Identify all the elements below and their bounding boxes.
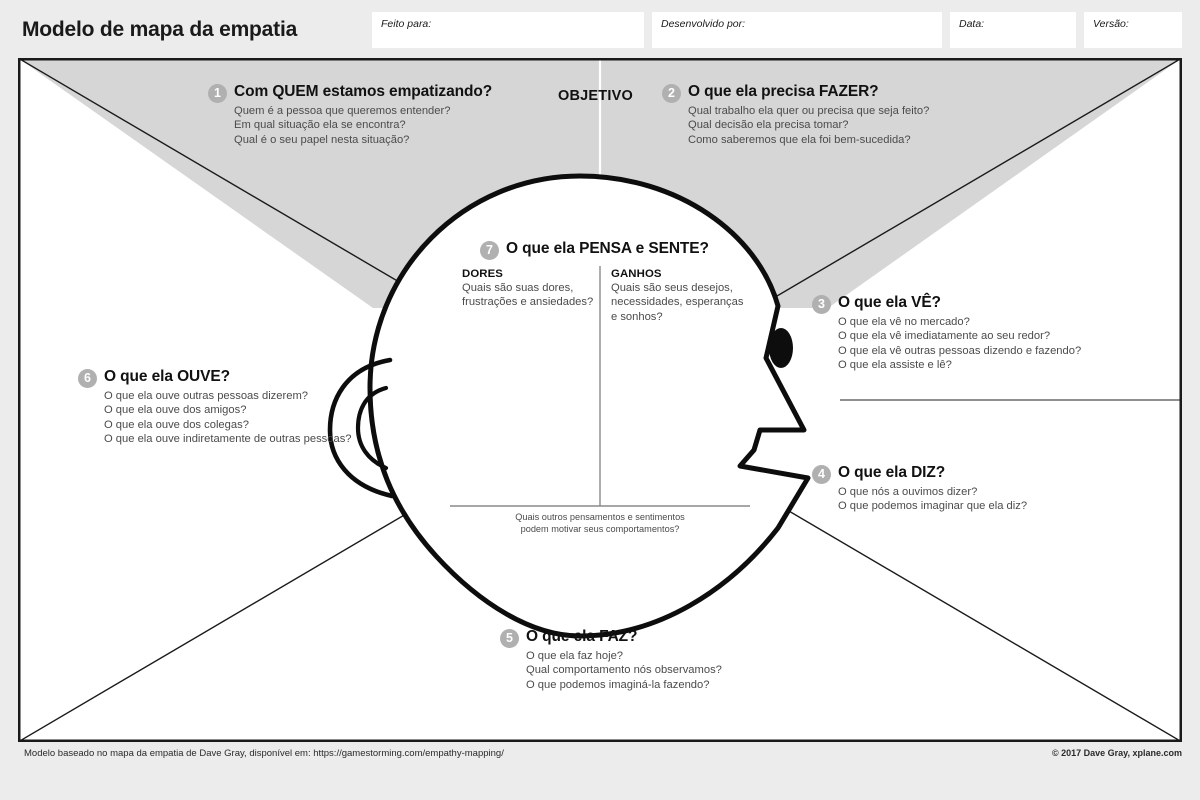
section-2-questions	[688, 104, 929, 147]
section-3-header	[812, 294, 1081, 314]
bottom-note-line-2: podem motivar seus comportamentos?	[520, 523, 680, 534]
ganhos-heading: GANHOS	[611, 268, 662, 280]
section-3-number: 3	[812, 295, 831, 314]
list-item: Quem é a pessoa que queremos entender?	[234, 105, 451, 117]
list-item: O que ela faz hoje?	[526, 650, 624, 662]
list-item: Qual comportamento nós observamos?	[526, 664, 722, 677]
section-o-que-ela-diz[interactable]	[812, 464, 1027, 514]
footer-copyright: © 2017 Dave Gray, xplane.com	[1051, 748, 1182, 758]
pensa-sente-bottom-note	[450, 512, 750, 535]
list-item: Qual trabalho ela quer ou precisa que seja feito?	[688, 105, 930, 117]
list-item: Como saberemos que ela foi bem-sucedida?	[688, 133, 911, 146]
list-item: O que podemos imaginar que ela diz?	[838, 500, 1028, 513]
eye-icon	[769, 328, 793, 368]
field-desenvolvido-por-label: Desenvolvido por:	[661, 18, 746, 30]
section-5-title: O que ela FAZ?	[526, 628, 638, 645]
list-item: O que ela ouve outras pessoas dizerem?	[104, 390, 308, 402]
field-feito-para-label: Feito para:	[381, 18, 432, 30]
list-item: O que ela vê no mercado?	[838, 316, 970, 328]
section-4-questions	[838, 485, 1027, 514]
list-item: Qual é o seu papel nesta situação?	[234, 133, 410, 146]
bottom-note-line-1: Quais outros pensamentos e sentimentos	[515, 512, 685, 522]
section-4-number: 4	[812, 465, 831, 484]
dores-heading: DORES	[462, 268, 504, 280]
section-6-number: 6	[78, 369, 97, 388]
section-1-questions	[234, 104, 492, 147]
section-o-que-ela-precisa-fazer[interactable]	[662, 83, 929, 147]
field-versao-label: Versão:	[1093, 18, 1129, 30]
list-item: O que ela assiste e lê?	[838, 359, 952, 372]
section-5-number: 5	[500, 629, 519, 648]
column-ganhos[interactable]	[603, 268, 752, 324]
section-o-que-ela-faz[interactable]	[500, 628, 722, 692]
section-4-title: O que ela DIZ?	[838, 464, 946, 481]
section-7-title: O que ela PENSA e SENTE?	[506, 240, 709, 257]
column-dores[interactable]	[462, 268, 603, 324]
list-item: O que podemos imaginá-la fazendo?	[526, 678, 710, 691]
section-4-header	[812, 464, 1027, 484]
feito-para-input[interactable]	[372, 12, 644, 48]
list-item: Qual decisão ela precisa tomar?	[688, 119, 849, 132]
list-item: Em qual situação ela se encontra?	[234, 119, 406, 132]
list-item: O que nós a ouvimos dizer?	[838, 486, 978, 498]
ganhos-text: Quais são seus desejos, necessidades, esperanças e sonhos?	[611, 282, 744, 323]
desenvolvido-por-input[interactable]	[652, 12, 942, 48]
section-6-header	[78, 368, 352, 388]
data-input[interactable]	[950, 12, 1076, 48]
section-3-questions	[838, 315, 1081, 373]
section-2-title: O que ela precisa FAZER?	[688, 83, 879, 100]
section-o-que-ela-ve[interactable]	[812, 294, 1081, 373]
section-2-number: 2	[662, 84, 681, 103]
section-quem-estamos-empatizando[interactable]	[208, 83, 492, 147]
section-o-que-ela-ouve[interactable]	[78, 368, 352, 447]
section-o-que-ela-pensa-e-sente[interactable]	[480, 240, 709, 260]
list-item: O que ela ouve indiretamente de outras pessoas?	[104, 433, 352, 446]
versao-input[interactable]	[1084, 12, 1182, 48]
list-item: O que ela ouve dos amigos?	[104, 404, 247, 417]
footer-attribution: Modelo baseado no mapa da empatia de Dave Gray, disponível em: https://gamestorming.com/empathy-mapping/	[24, 748, 504, 759]
section-1-title: Com QUEM estamos empatizando?	[234, 83, 493, 100]
list-item: O que ela ouve dos colegas?	[104, 418, 249, 431]
section-5-header	[500, 628, 722, 648]
section-3-title: O que ela VÊ?	[838, 294, 941, 311]
list-item: O que ela vê outras pessoas dizendo e fazendo?	[838, 344, 1082, 357]
section-1-number: 1	[208, 84, 227, 103]
section-6-title: O que ela OUVE?	[104, 368, 230, 385]
header-bar	[0, 0, 1200, 58]
dores-text: Quais são suas dores, frustrações e ansiedades?	[462, 282, 594, 309]
field-feito-para[interactable]	[372, 12, 644, 48]
list-item: O que ela vê imediatamente ao seu redor?	[838, 330, 1051, 343]
pensa-sente-columns	[462, 268, 752, 324]
field-data[interactable]	[950, 12, 1076, 48]
field-desenvolvido-por[interactable]	[652, 12, 942, 48]
field-versao[interactable]	[1084, 12, 1182, 48]
field-data-label: Data:	[959, 18, 985, 30]
section-5-questions	[526, 649, 722, 692]
page-title: Modelo de mapa da empatia	[22, 18, 298, 41]
section-7-number: 7	[480, 241, 499, 260]
section-2-header	[662, 83, 929, 103]
section-6-questions	[104, 389, 352, 447]
section-1-header	[208, 83, 492, 103]
section-7-header	[480, 240, 709, 260]
objetivo-label: OBJETIVO	[558, 88, 633, 104]
